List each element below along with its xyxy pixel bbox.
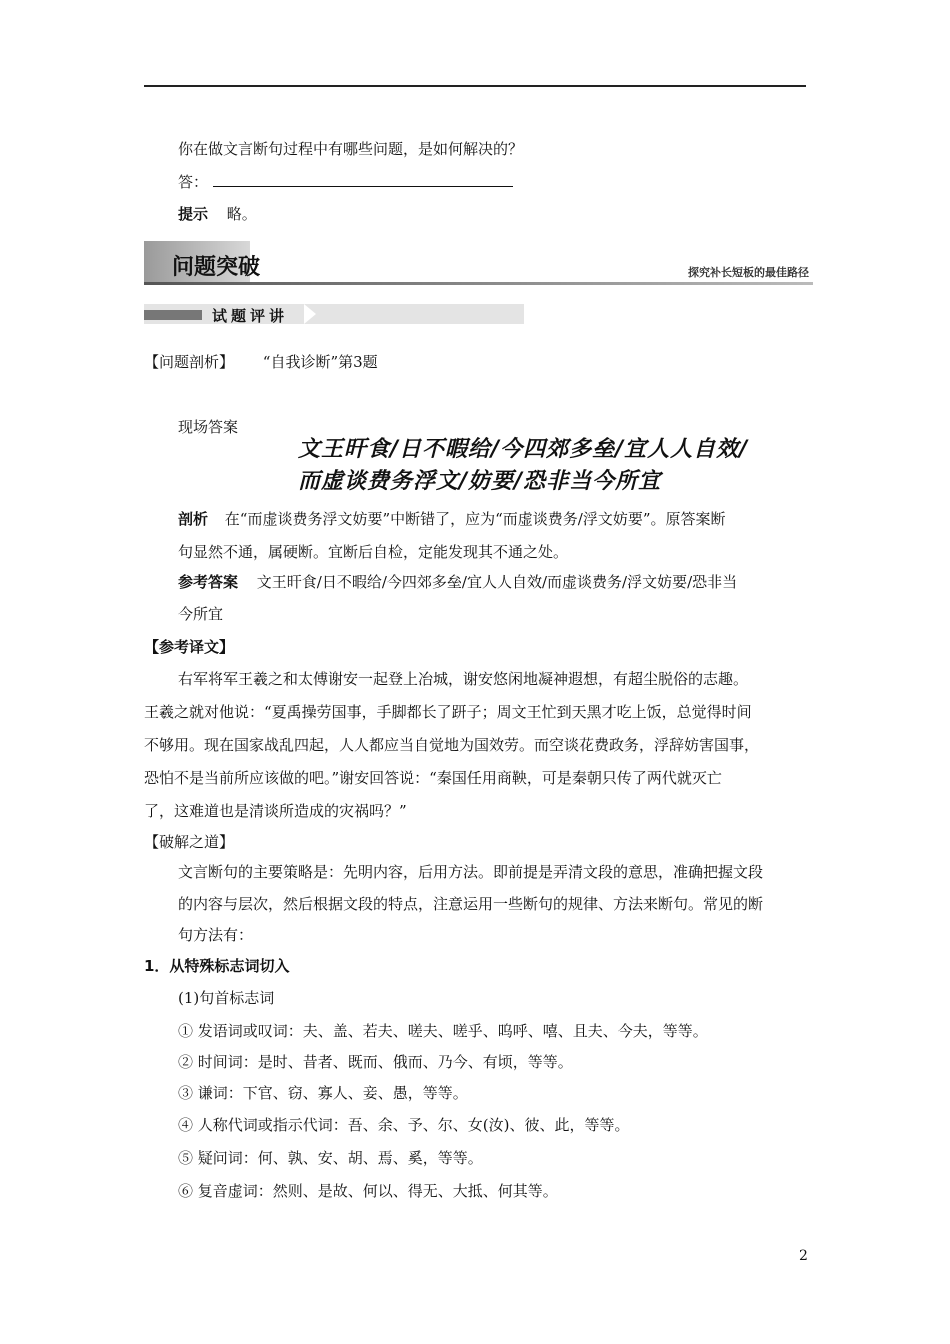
analysis-label: 剖析 (178, 510, 209, 528)
analysis-text: 在“而虚谈费务浮文妨要”中断错了，应为“而虚谈费务/浮文妨要”。原答案断 (224, 510, 726, 528)
list-item: ③ 谦词：下官、窃、寡人、妾、愚，等等。 (178, 1084, 468, 1102)
problem-line (144, 351, 378, 372)
question-text: 你在做文言断句过程中有哪些问题，是如何解决的？ (178, 140, 524, 158)
ref-answer-line (178, 571, 737, 592)
list-item: ④ 人称代词或指示代词：吾、余、予、尔、女(汝)、彼、此，等等。 (178, 1116, 630, 1134)
hint-label: 提示 (178, 205, 209, 223)
list-item: ② 时间词：是时、昔者、既而、俄而、乃今、有顷，等等。 (178, 1053, 573, 1071)
page-number: 2 (799, 1248, 808, 1264)
solution-line: 的内容与层次，然后根据文段的特点，注意运用一些断句的规律、方法来断句。常见的断 (178, 895, 764, 913)
solution-label: 【破解之道】 (144, 833, 235, 851)
analysis-text: 句显然不通，属硬断。宜断后自检，定能发现其不通之处。 (178, 543, 569, 561)
handwritten-line: 文王旰食/日不暇给/今四郊多垒/宜人人自效/ (298, 437, 749, 462)
translation-line: 了，这难道也是清谈所造成的灾祸吗？” (144, 802, 407, 820)
answer-blank-line[interactable] (213, 186, 513, 187)
section-header-rule (144, 282, 813, 285)
subsection-title: 试题评讲 (212, 307, 289, 325)
solution-line: 句方法有： (178, 926, 254, 944)
sub-method-title: (1)句首标志词 (178, 989, 275, 1007)
problem-ref: “自我诊断”第3题 (262, 353, 378, 371)
list-item: ① 发语词或叹词：夫、盖、若夫、嗟夫、嗟乎、呜呼、嘻、且夫、今夫，等等。 (178, 1022, 708, 1040)
subsection-header (144, 304, 524, 324)
translation-line: 王羲之就对他说：“夏禹操劳国事，手脚都长了趼子；周文王忙到天黑才吃上饭，总觉得时间 (144, 703, 752, 721)
answer-label: 答： (178, 173, 209, 191)
handwritten-line: 而虚谈费务浮文/妨要/恐非当今所宜 (298, 469, 662, 494)
subsection-arrow-icon (304, 304, 316, 324)
translation-line: 右军将军王羲之和太傅谢安一起登上冶城，谢安悠闲地凝神遐想，有超尘脱俗的志趣。 (178, 670, 749, 688)
translation-line: 恐怕不是当前所应该做的吧。”谢安回答说：“秦国任用商鞅，可是秦朝只传了两代就灭亡 (144, 769, 722, 787)
hint-text: 略。 (226, 205, 257, 223)
field-answer-label: 现场答案 (178, 418, 239, 436)
ref-answer-text: 今所宜 (178, 605, 224, 623)
subsection-header-block (144, 310, 202, 320)
ref-answer-label: 参考答案 (178, 573, 239, 591)
method-title: 1．从特殊标志词切入 (144, 957, 290, 975)
header-rule (144, 85, 806, 87)
analysis-line (178, 508, 726, 529)
list-item: ⑥ 复音虚词：然则、是故、何以、得无、大抵、何其等。 (178, 1182, 558, 1200)
section-header (144, 241, 813, 285)
translation-line: 不够用。现在国家战乱四起，人人都应当自觉地为国效劳。而空谈花费政务，浮辞妨害国事， (144, 736, 760, 754)
problem-label: 【问题剖析】 (144, 353, 235, 371)
list-item: ⑤ 疑问词：何、孰、安、胡、焉、奚，等等。 (178, 1149, 483, 1167)
ref-answer-text: 文王旰食/日不暇给/今四郊多垒/宜人人自效/而虚谈费务/浮文妨要/恐非当 (256, 573, 738, 591)
solution-line: 文言断句的主要策略是：先明内容，后用方法。即前提是弄清文段的意思，准确把握文段 (178, 863, 764, 881)
translation-label: 【参考译文】 (144, 638, 235, 656)
hint (178, 203, 257, 224)
section-title: 问题突破 (172, 255, 261, 280)
section-tagline: 探究补长短板的最佳路径 (688, 266, 809, 279)
